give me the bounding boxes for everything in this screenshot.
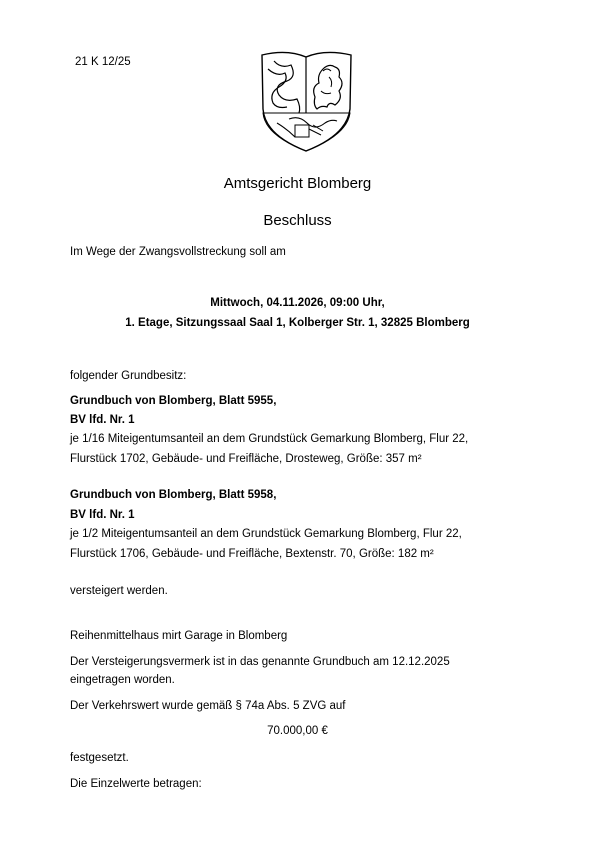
court-name: Amtsgericht Blomberg	[223, 175, 372, 192]
property-2-line1: je 1/2 Miteigentumsanteil an dem Grundstück Gemarkung Blomberg, Flur 22,	[70, 528, 462, 540]
individual-values-text: Die Einzelwerte betragen:	[70, 778, 202, 790]
auctioned-text: versteigert werden.	[70, 585, 168, 597]
coat-of-arms-icon	[259, 47, 354, 154]
property-2-register: Grundbuch von Blomberg, Blatt 5958,	[70, 489, 277, 501]
property-description: Reihenmittelhaus mirt Garage in Blomberg	[70, 630, 288, 642]
auction-datetime: Mittwoch, 04.11.2026, 09:00 Uhr,	[210, 297, 385, 309]
property-2-entry: BV lfd. Nr. 1	[70, 509, 135, 521]
property-1-register: Grundbuch von Blomberg, Blatt 5955,	[70, 395, 277, 407]
registration-note-line1: Der Versteigerungsvermerk ist in das genannte Grundbuch am 12.12.2025	[70, 656, 450, 668]
intro-text: Im Wege der Zwangsvollstreckung soll am	[70, 246, 286, 258]
auction-location: 1. Etage, Sitzungssaal Saal 1, Kolberger Str. 1, 32825 Blomberg	[125, 317, 470, 329]
value-set-text: festgesetzt.	[70, 752, 129, 764]
property-1-line1: je 1/16 Miteigentumsanteil an dem Grundstück Gemarkung Blomberg, Flur 22,	[70, 433, 469, 445]
property-1-line2: Flurstück 1702, Gebäude- und Freifläche, Drosteweg, Größe: 357 m²	[70, 453, 422, 465]
market-value: 70.000,00 €	[267, 725, 328, 737]
file-number: 21 K 12/25	[75, 56, 131, 68]
property-2-line2: Flurstück 1706, Gebäude- und Freifläche, Bextenstr. 70, Größe: 182 m²	[70, 548, 434, 560]
decision-type: Beschluss	[263, 212, 332, 229]
registration-note-line2: eingetragen worden.	[70, 674, 175, 686]
property-1-entry: BV lfd. Nr. 1	[70, 414, 135, 426]
value-intro: Der Verkehrswert wurde gemäß § 74a Abs. 5 ZVG auf	[70, 700, 346, 712]
property-intro: folgender Grundbesitz:	[70, 370, 187, 382]
